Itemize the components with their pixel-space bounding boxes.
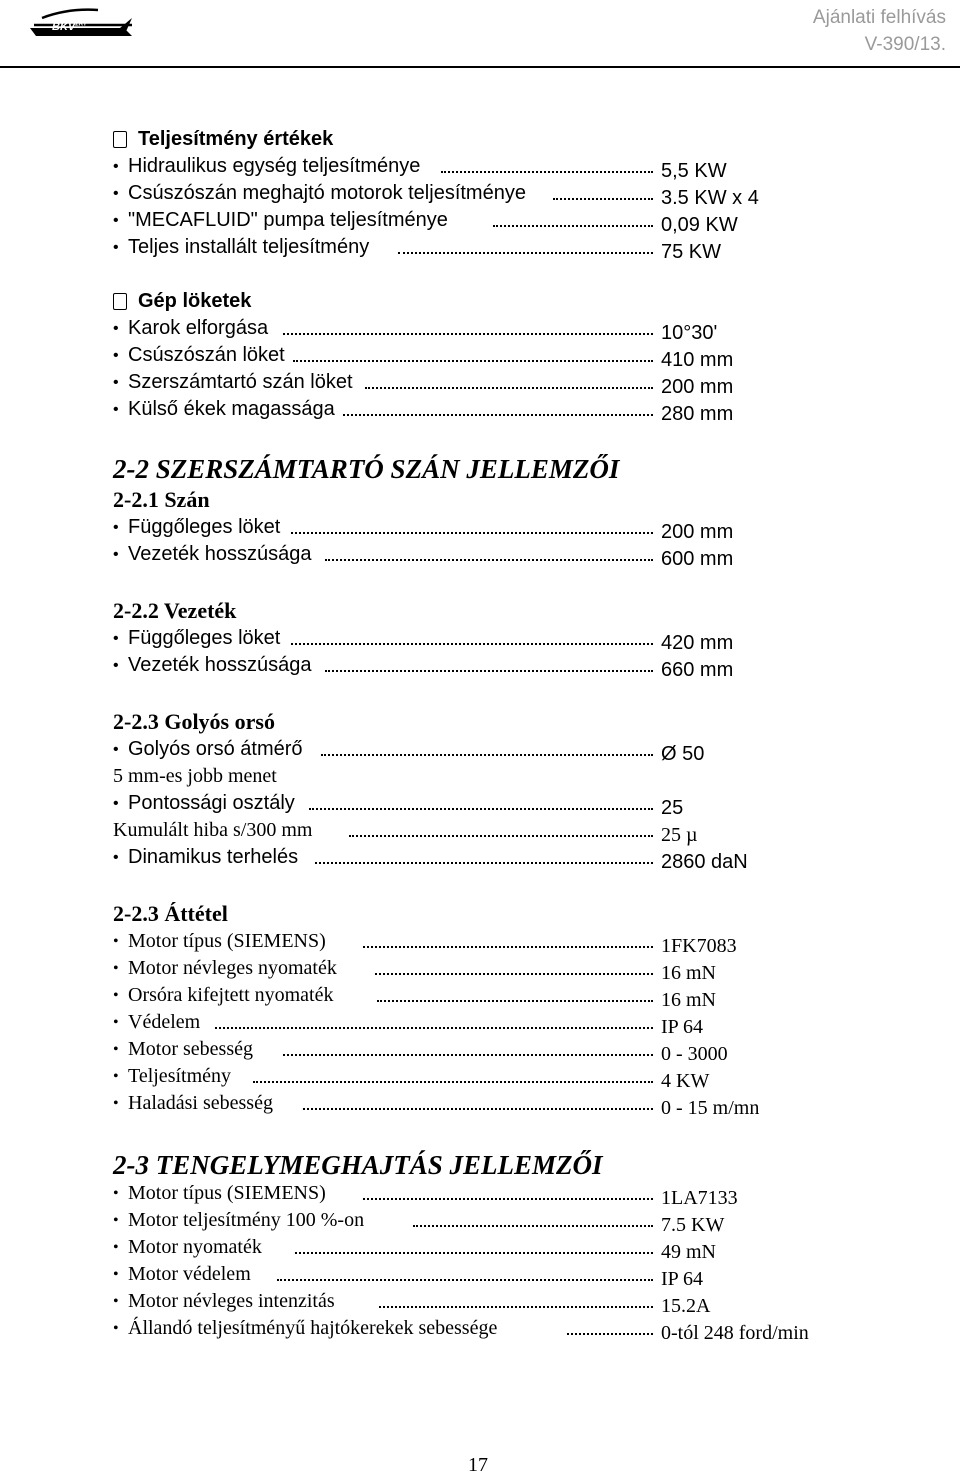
dot-leader [375,973,653,975]
spec-row: • Dinamikus terhelés 2860 daN [113,846,748,873]
dot-leader [215,1027,653,1029]
dot-leader [398,252,653,254]
doc-number: V-390/13. [864,34,946,55]
vezetek-heading: 2-2.2 Vezeték [113,598,237,623]
szan-section [113,486,893,568]
bullet-icon: • [113,1185,119,1202]
dot-leader [253,1081,653,1083]
dot-leader [349,835,653,837]
dot-leader [309,808,653,810]
spec-row: • Motor típus (SIEMENS) 1LA7133 [113,1182,738,1209]
spec-row: • Golyós orsó átmérő Ø 50 [113,738,705,765]
bullet-icon: • [113,374,119,391]
bullet-icon: • [113,1293,119,1310]
bullet-icon: • [113,849,119,866]
bullet-icon: • [113,158,119,175]
spec-row: • Külső ékek magassága 280 mm [113,398,734,425]
bullet-icon: • [113,185,119,202]
dot-leader [363,946,653,948]
spec-row: • Pontossági osztály 25 [113,792,684,819]
dot-leader [303,1108,653,1110]
spec-note: 5 mm-es jobb menet [113,765,277,787]
golyos-orso-heading: 2-2.3 Golyós orsó [113,709,275,734]
szan-heading: 2-2.1 Szán [113,487,210,512]
spec-row: • Motor teljesítmény 100 %-on 7.5 KW [113,1209,725,1236]
strokes-heading: Gép löketek [113,288,893,315]
bullet-icon: • [113,347,119,364]
dot-leader [567,1333,653,1335]
bullet-icon: • [113,795,119,812]
performance-heading: Teljesítmény értékek [113,126,893,153]
spec-row: • Teljes installált teljesítmény 75 KW [113,236,722,263]
bullet-icon: • [113,960,119,977]
dot-leader [325,670,653,672]
bullet-icon: • [113,741,119,758]
spec-row: • Vezeték hosszúsága 660 mm [113,654,734,681]
spec-row: • Vezeték hosszúsága 600 mm [113,543,734,570]
bullet-icon: • [113,987,119,1004]
spec-row: • Teljesítmény 4 KW [113,1065,710,1092]
attetel-heading: 2-2.3 Áttétel [113,901,228,926]
spec-row: • Motor nyomaték 49 mN [113,1236,716,1263]
spec-row: • Orsóra kifejtett nyomaték 16 mN [113,984,716,1011]
spec-row: • Motor névleges nyomaték 16 mN [113,957,716,984]
section-2-2-heading: 2-2 SZERSZÁMTARTÓ SZÁN JELLEMZŐI [113,454,620,484]
spec-row: • Függőleges löket 420 mm [113,627,734,654]
spec-row: • "MECAFLUID" pumpa teljesítménye 0,09 KW [113,209,738,236]
spec-row: • Motor sebesség 0 - 3000 [113,1038,728,1065]
bullet-icon: • [113,239,119,256]
dot-leader [343,414,653,416]
dot-leader [315,862,653,864]
bullet-icon: • [113,401,119,418]
bullet-icon: • [113,933,119,950]
bullet-icon: • [113,1266,119,1283]
bullet-icon: • [113,630,119,647]
spec-row: • Haladási sebesség 0 - 15 m/mn [113,1092,760,1119]
performance-section [113,126,893,261]
spec-row: • Motor típus (SIEMENS) 1FK7083 [113,930,737,957]
golyos-orso-section [113,708,893,871]
bullet-icon: • [113,212,119,229]
dot-leader [291,643,653,645]
dot-leader [291,532,653,534]
dot-leader [379,1306,653,1308]
dot-leader [493,225,653,227]
vezetek-section [113,597,893,679]
spec-row: • Állandó teljesítményű hajtókerekek sebessége 0-tól 248 ford/min [113,1317,809,1344]
checkbox-icon [113,131,127,148]
doc-type: Ajánlati felhívás [812,7,946,28]
spec-row: • Hidraulikus egység teljesítménye 5,5 KW [113,155,727,182]
checkbox-icon [113,293,127,310]
dot-leader [441,171,653,173]
dot-leader [277,1279,653,1281]
spec-row: • Motor névleges intenzitás 15.2A [113,1290,711,1317]
bullet-icon: • [113,1212,119,1229]
page-header [0,0,960,70]
page-number: 17 [468,1454,488,1476]
spec-row: • Védelem IP 64 [113,1011,704,1038]
dot-leader [295,1252,653,1254]
spec-row: • Függőleges löket 200 mm [113,516,734,543]
section-2-3-heading: 2-3 TENGELYMEGHAJTÁS JELLEMZŐI [113,1150,603,1180]
dot-leader [413,1225,653,1227]
attetel-section [113,900,893,1117]
dot-leader [325,559,653,561]
bullet-icon: • [113,1320,119,1337]
dot-leader [283,1054,653,1056]
dot-leader [553,198,653,200]
spec-row: • Szerszámtartó szán löket 200 mm [113,371,734,398]
bullet-icon: • [113,1095,119,1112]
header-rule [0,66,960,68]
dot-leader [363,1198,653,1200]
bullet-icon: • [113,1014,119,1031]
spec-row: Kumulált hiba s/300 mm 25 µ [113,819,698,846]
logo-text: $BKV^{ZRT}$ [52,21,87,33]
dot-leader [365,387,653,389]
dot-leader [283,333,653,335]
bullet-icon: • [113,1239,119,1256]
tengely-section [113,1180,893,1342]
bullet-icon: • [113,1041,119,1058]
bullet-icon: • [113,657,119,674]
dot-leader [321,754,653,756]
spec-row: • Motor védelem IP 64 [113,1263,704,1290]
bullet-icon: • [113,546,119,563]
spec-row: • Csúszószán löket 410 mm [113,344,734,371]
dot-leader [377,1000,653,1002]
spec-row: • Karok elforgása 10°30' [113,317,718,344]
spec-row: • Csúszószán meghajtó motorok teljesítménye 3.5 KW x 4 [113,182,759,209]
strokes-section [113,288,893,423]
header-info [813,4,946,58]
bullet-icon: • [113,1068,119,1085]
bullet-icon: • [113,519,119,536]
bullet-icon: • [113,320,119,337]
dot-leader [293,360,653,362]
